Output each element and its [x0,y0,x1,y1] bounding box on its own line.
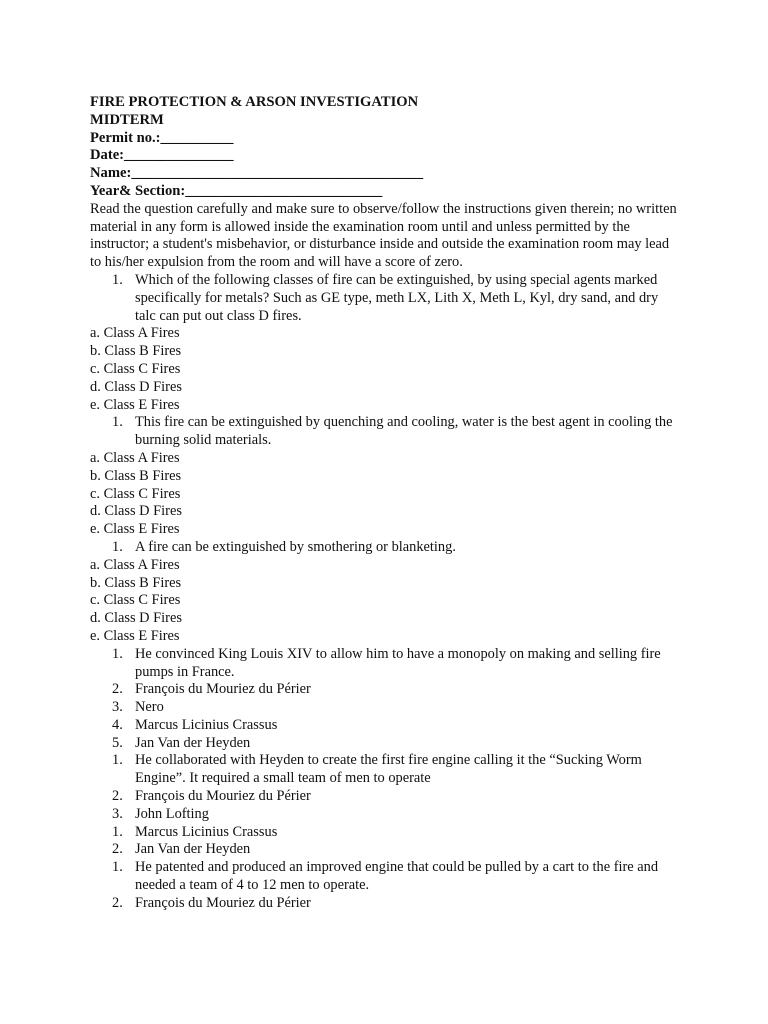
item-number: 2. [112,788,123,805]
item-text: John Lofting [135,805,209,822]
option-item: c. Class C Fires [90,360,181,377]
numbered-item [90,806,690,824]
option-item: b. Class B Fires [90,574,182,591]
question-item [90,539,690,557]
question-item [90,272,690,325]
item-number: 2. [112,681,123,698]
item-text: François du Mouriez du Périer [135,788,311,805]
option-item: a. Class A Fires [90,556,180,573]
date-field: Date:_______________ [90,147,234,164]
numbered-item [90,788,690,806]
option-item: a. Class A Fires [90,325,180,342]
option-item: a. Class A Fires [90,449,180,466]
numbered-item [90,752,690,788]
question-item [90,414,690,450]
permit-field: Permit no.:__________ [90,129,234,146]
year-section-field: Year& Section:___________________________ [90,182,383,199]
numbered-item [90,717,690,735]
exam-subtitle: MIDTERM [90,111,164,128]
option-item: d. Class D Fires [90,378,182,395]
item-number: 3. [112,805,123,822]
numbered-item [90,735,690,753]
item-text: Jan Van der Heyden [135,841,251,858]
numbered-item [90,859,690,895]
question-text: Which of the following classes of fire can be extinguished, by using special agents marked specifically for metals? Such as GE type, meth LX, Lith X, Meth L, Kyl, dry sand, and dry talc can put out class D fires. [135,271,659,324]
option-item: e. Class E Fires [90,521,180,538]
numbered-item [90,681,690,699]
option-item: e. Class E Fires [90,396,180,413]
question-number: 1. [112,271,123,288]
numbered-item [90,699,690,717]
item-text: He convinced King Louis XIV to allow him to have a monopoly on making and selling fire pumps in France. [135,645,661,680]
option-item: d. Class D Fires [90,503,182,520]
instructions: Read the question carefully and make sure to observe/follow the instructions given therein; no written material in any form is allowed inside the examination room until and unless permitted by the instructor; a student's misbehavior, or disturbance inside and outside the examination room may lead to his/her expulsion from the room and will have a score of zero. [90,200,677,271]
question-text: A fire can be extinguished by smothering or blanketing. [135,538,456,555]
numbered-item [90,841,690,859]
item-text: François du Mouriez du Périer [135,894,311,911]
name-field: Name:________________________________________ [90,165,424,182]
option-item: c. Class C Fires [90,592,181,609]
option-item: c. Class C Fires [90,485,181,502]
item-text: Marcus Licinius Crassus [135,823,278,840]
item-number: 4. [112,716,123,733]
question-text: This fire can be extinguished by quenching and cooling, water is the best agent in cooling the burning solid materials. [135,414,673,449]
question-number: 1. [112,538,123,555]
option-item: e. Class E Fires [90,627,180,644]
item-text: He collaborated with Heyden to create the first fire engine calling it the “Sucking Worm Engine”. It required a small team of men to operate [135,752,642,787]
item-number: 2. [112,841,123,858]
item-number: 5. [112,734,123,751]
item-text: Jan Van der Heyden [135,734,251,751]
item-text: He patented and produced an improved engine that could be pulled by a cart to the fire and needed a team of 4 to 12 men to operate. [135,859,659,894]
item-text: Marcus Licinius Crassus [135,716,278,733]
item-number: 1. [112,645,123,662]
exam-title: FIRE PROTECTION & ARSON INVESTIGATION [90,94,419,110]
item-number: 1. [112,752,123,769]
numbered-item [90,824,690,842]
numbered-item [90,646,690,682]
item-number: 1. [112,859,123,876]
question-number: 1. [112,414,123,431]
item-text: François du Mouriez du Périer [135,681,311,698]
item-text: Nero [135,699,164,716]
numbered-item [90,895,690,913]
option-item: b. Class B Fires [90,467,182,484]
item-number: 2. [112,894,123,911]
option-item: b. Class B Fires [90,343,182,360]
option-item: d. Class D Fires [90,610,182,627]
item-number: 3. [112,699,123,716]
exam-document [90,94,690,913]
item-number: 1. [112,823,123,840]
